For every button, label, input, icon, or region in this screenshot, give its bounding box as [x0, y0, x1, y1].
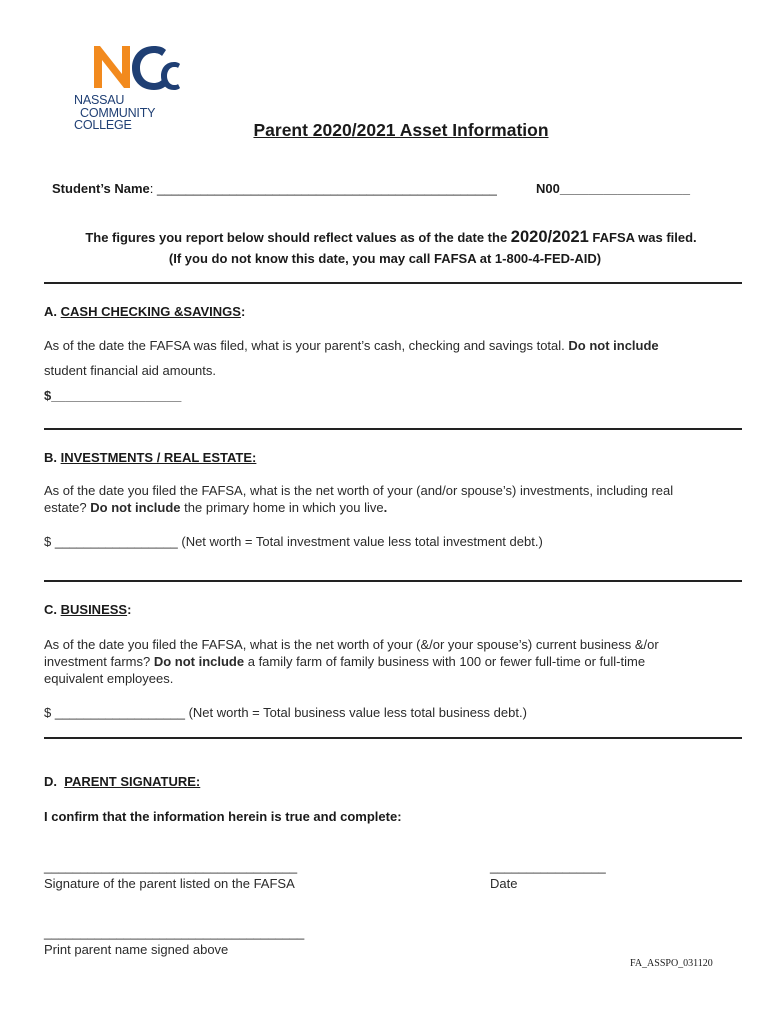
- notice-line-1: The figures you report below should reflect values as of the date the 2020/2021 FAFSA was filed.: [85, 228, 697, 246]
- student-id-field[interactable]: N00__________________: [536, 181, 690, 196]
- section-b-text: As of the date you filed the FAFSA, what is the net worth of your (and/or spouse’s) investments, including real estate? Do not include the primary home in which you live.: [44, 483, 674, 515]
- section-divider: [44, 428, 742, 430]
- form-code: FA_ASSPO_031120: [630, 958, 713, 969]
- business-amount-field[interactable]: $ __________________ (Net worth = Total business value less total business debt.): [44, 705, 527, 720]
- student-name-field[interactable]: _______________________________________________: [153, 181, 497, 196]
- print-name-label: Print parent name signed above: [44, 942, 229, 957]
- page-title: Parent 2020/2021 Asset Information: [253, 120, 549, 140]
- section-a-heading: A. CASH CHECKING &SAVINGS:: [44, 304, 246, 319]
- cash-amount-field[interactable]: $__________________: [44, 388, 182, 403]
- section-c-heading: C. BUSINESS:: [44, 602, 132, 617]
- logo-line-3: COLLEGE: [74, 118, 132, 132]
- section-a-text-2: student financial aid amounts.: [44, 363, 216, 378]
- confirm-statement: I confirm that the information herein is true and complete:: [44, 809, 402, 824]
- print-name-line[interactable]: ____________________________________: [44, 925, 305, 940]
- section-divider: [44, 580, 742, 582]
- ncc-monogram-icon: [90, 40, 180, 96]
- fafsa-year: 2020/2021: [510, 228, 589, 246]
- date-label: Date: [490, 876, 518, 891]
- section-d-heading: D. PARENT SIGNATURE:: [44, 774, 201, 789]
- investment-amount-field[interactable]: $ _________________ (Net worth = Total investment value less total investment debt.): [44, 534, 543, 549]
- section-b-heading: B. INVESTMENTS / REAL ESTATE:: [44, 450, 257, 465]
- student-name-label: Student’s Name: [52, 181, 150, 196]
- section-c-text: As of the date you filed the FAFSA, what is the net worth of your (&/or your spouse’s) current business &/or investment farms? Do not include a family farm of family business with 100 or fewer full-time or full-time equivalent employees.: [44, 637, 659, 686]
- signature-label: Signature of the parent listed on the FAFSA: [44, 876, 295, 891]
- logo-line-2: COMMUNITY: [80, 105, 156, 120]
- logo-line-1: NASSAU: [74, 93, 125, 107]
- student-name-row: Student’s Name: _______________________________________________: [52, 181, 497, 196]
- date-line[interactable]: ________________: [490, 859, 606, 874]
- section-a-text: As of the date the FAFSA was filed, what is your parent’s cash, checking and savings total. Do not include: [44, 338, 659, 353]
- signature-line[interactable]: ___________________________________: [44, 859, 298, 874]
- notice-line-2: (If you do not know this date, you may call FAFSA at 1-800-4-FED-AID): [168, 251, 602, 266]
- section-divider: [44, 737, 742, 739]
- section-divider: [44, 282, 742, 284]
